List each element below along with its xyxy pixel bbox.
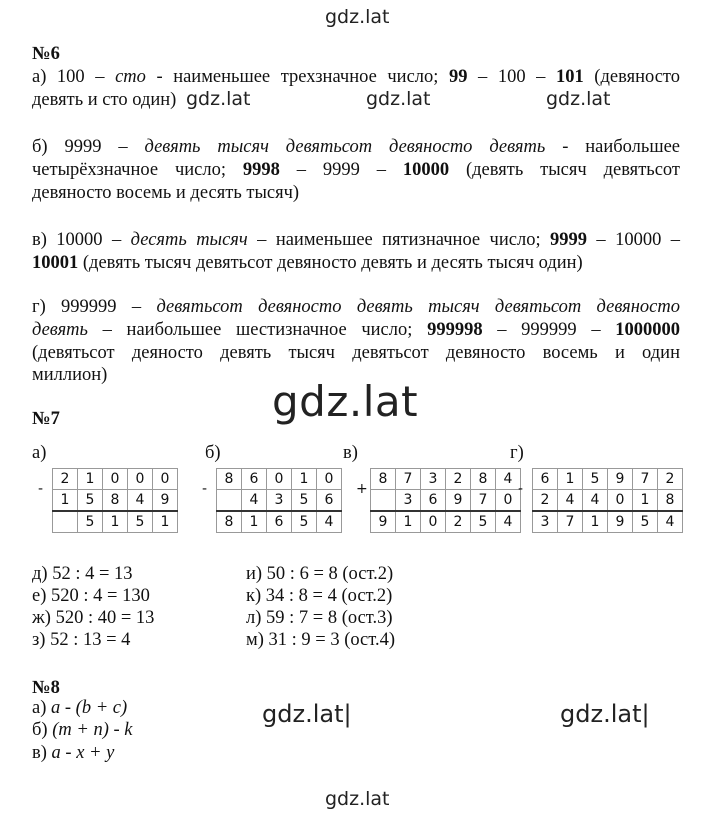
task7-label-v: в)	[343, 443, 358, 463]
division-i: и) 50 : 6 = 8 (ост.2)	[246, 564, 394, 584]
task6-b-line1: б) 9999 – девять тысяч девятьсот девяносто девять - наибольшее	[32, 137, 681, 157]
column-calc-a: 2 1 0 0 0 1 5 8 4 9 5 1 5 1	[52, 468, 178, 533]
watermark-center-large: gdz.lat	[272, 377, 419, 426]
column-calc-v: 8 7 3 2 8 4 3 6 9 7 0 9 1 0 2 5 4	[370, 468, 521, 533]
division-e: е) 520 : 4 = 130	[32, 586, 150, 606]
watermark-top: gdz.lat	[325, 6, 390, 28]
division-z: з) 52 : 13 = 4	[32, 630, 131, 650]
task6-heading: №6	[32, 44, 60, 64]
task8-heading: №8	[32, 678, 60, 698]
task6-g-line2: девять – наибольшее шестизначное число; 999998 – 999999 – 1000000	[32, 320, 680, 340]
task8-item-v: в) a - x + y	[32, 743, 115, 763]
task7-label-a: а)	[32, 443, 47, 463]
task6-v-line2: 10001 (девять тысяч девятьсот девяносто девять и десять тысяч один)	[32, 253, 583, 273]
column-v-sign: +	[356, 481, 368, 497]
watermark-row1-c: gdz.lat	[546, 88, 611, 110]
task8-item-a: а) a - (b + c)	[32, 698, 128, 718]
watermark-mid-left: gdz.lat|	[262, 700, 352, 728]
division-d: д) 52 : 4 = 13	[32, 564, 133, 584]
division-k: к) 34 : 8 = 4 (ост.2)	[246, 586, 393, 606]
task6-a-line1: а) 100 – сто - наименьшее трехзначное число; 99 – 100 – 101 (девяносто	[32, 67, 680, 87]
watermark-bottom: gdz.lat	[325, 788, 390, 810]
task6-v-line1: в) 10000 – десять тысяч – наименьшее пятизначное число; 9999 – 10000 –	[32, 230, 680, 250]
watermark-mid-right: gdz.lat|	[560, 700, 650, 728]
column-g-sign: -	[518, 481, 524, 497]
task6-b-line3: девяносто восемь и десять тысяч)	[32, 183, 300, 203]
task6-g-line1: г) 999999 – девятьсот девяносто девять тысяч девятьсот девяносто	[32, 297, 680, 317]
task6-a-line2: девять и сто один)	[32, 90, 177, 110]
column-calc-g: 6 1 5 9 7 2 2 4 4 0 1 8 3 7 1 9 5 4	[532, 468, 683, 533]
division-m: м) 31 : 9 = 3 (ост.4)	[246, 630, 396, 650]
task6-b-line2: четырёхзначное число; 9998 – 9999 – 10000 (девять тысяч девятьсот	[32, 160, 681, 180]
watermark-row1-b: gdz.lat	[366, 88, 431, 110]
task7-heading: №7	[32, 409, 60, 429]
task6-g-line4: миллион)	[32, 365, 108, 385]
task7-label-b: б)	[205, 443, 221, 463]
task7-label-g: г)	[510, 443, 524, 463]
task6-g-line3: (девятьсот деяносто девять тысяч девятьсот девяносто восемь и один	[32, 343, 680, 363]
column-b-sign: -	[202, 481, 208, 497]
division-l: л) 59 : 7 = 8 (ост.3)	[246, 608, 393, 628]
watermark-row1-a: gdz.lat	[186, 88, 251, 110]
column-a-sign: -	[38, 481, 44, 497]
division-zh: ж) 520 : 40 = 13	[32, 608, 155, 628]
column-calc-b: 8 6 0 1 0 4 3 5 6 8 1 6 5 4	[216, 468, 342, 533]
task8-item-b: б) (m + n) - k	[32, 720, 133, 740]
